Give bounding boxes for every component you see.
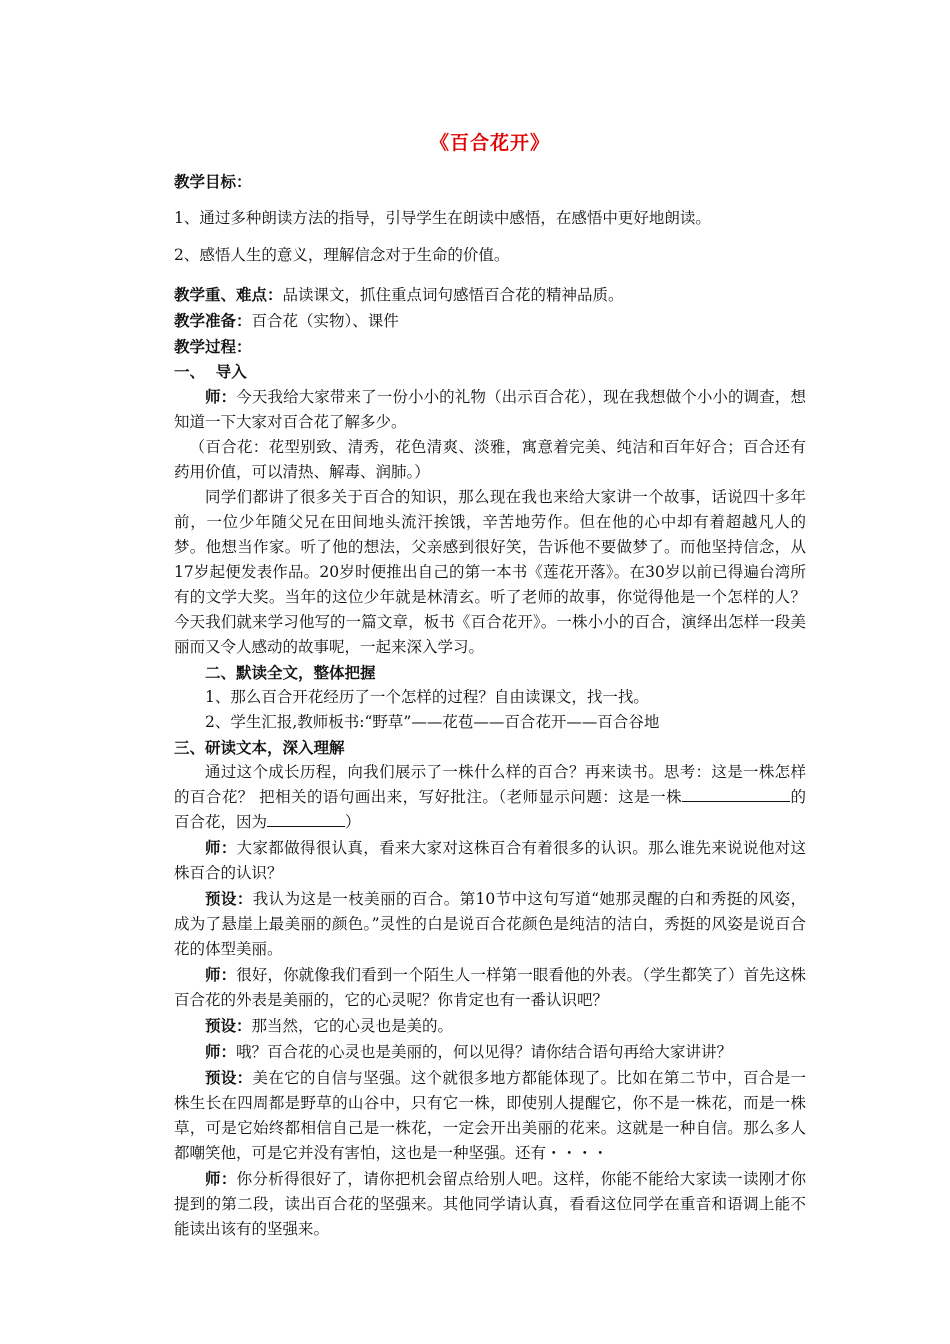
teacher-label: 师： [205,387,237,406]
intro-teacher-paragraph [174,384,806,435]
section-3-heading: 三、研读文本，深入理解 [174,738,345,757]
preset-label: 预设： [205,1068,253,1087]
teacher-label: 师： [205,1042,237,1061]
preset-label: 预设： [205,889,253,908]
dialogue-preset-3 [174,1065,806,1166]
dialogue-text: 那当然，它的心灵也是美的。 [251,1017,454,1035]
dialogue-teacher-1 [174,835,806,886]
section-1-heading: 一、 导入 [174,362,247,381]
dialogue-text: 我认为这是一枝美丽的百合。第10节中这句写道“她那灵醒的白和秀挺的风姿，成为了悬崖上最美丽的颜色。”灵性的白是说百合花颜色是纯洁的洁白，秀挺的风姿是说百合花的体型美丽。 [174,890,806,958]
objective-1: 1、通过多种朗读方法的指导，引导学生在朗读中感悟，在感悟中更好地朗读。 [174,209,711,227]
teacher-label: 师： [205,1169,237,1188]
intro-teacher-text: 今天我给大家带来了一份小小的礼物（出示百合花），现在我想做个小小的调查，想知道一下大家对百合花了解多少。 [174,388,806,431]
key-points-label: 教学重、难点： [174,285,283,304]
document-title: 《百合花开》 [429,132,550,154]
section-3-intro-paragraph [174,760,806,835]
dialogue-text: 美在它的自信与坚强。这个就很多地方都能体现了。比如在第二节中，百合是一株生长在四周都是野草的山谷中，只有它一株，即使别人提醒它，你不是一株花，而是一株草，可是它始终都相信自己是一株花，一定会开出美丽的花来。这就是一种自信。那么多人都嘲笑他，可是它并没有害怕，这也是一种坚强。还有・・・・ [174,1069,806,1162]
fill-blank-2 [267,810,345,827]
dialogue-text: 大家都做得很认真，看来大家对这株百合有着很多的认识。那么谁先来说说他对这株百合的认识？ [174,839,806,882]
objectives-heading: 教学目标： [174,172,252,191]
dialogue-preset-2 [174,1013,806,1039]
teacher-label: 师： [205,838,237,857]
teacher-label: 师： [205,965,237,984]
prep-text: 百合花（实物）、课件 [251,312,399,330]
preset-label: 预设： [205,1016,252,1035]
dialogue-teacher-4 [174,1166,806,1242]
document-page [174,120,806,1242]
key-points-text: 品读课文，抓住重点词句感悟百合花的精神品质。 [282,286,624,304]
section-3-intro-mid: 的百合花，因为 [174,788,806,831]
dialogue-text: 哦？百合花的心灵也是美丽的，何以见得？请你结合语句再给大家讲讲？ [236,1043,733,1061]
key-points-line [174,282,806,308]
dialogue-text: 很好，你就像我们看到一个陌生人一样第一眼看他的外表。（学生都笑了）首先这株百合花的外表是美丽的，它的心灵呢？你肯定也有一番认识吧？ [174,966,806,1009]
section-2-item-1: 1、那么百合开花经历了一个怎样的过程？自由读课文，找一找。 [205,688,649,706]
dialogue-text: 你分析得很好了，请你把机会留点给别人吧。这样，你能不能给大家读一读刚才你提到的第二段，读出百合花的坚强来。其他同学请认真，看看这位同学在重音和语调上能不能读出该有的坚强来。 [174,1170,806,1238]
dialogue-teacher-3 [174,1039,806,1065]
fill-blank-1 [682,785,790,802]
intro-story-paragraph: 同学们都讲了很多关于百合的知识，那么现在我也来给大家讲一个故事，话说四十多年前，一位少年随父兄在田间地头流汗挨饿，辛苦地劳作。但在他的心中却有着超越凡人的梦。他想当作家。听了他的想法，父亲感到很好笑，告诉他不要做梦了。而他坚持信念，从17岁起便发表作品。20岁时便推出自己的第一本书《莲花开落》。在30岁以前已得遍台湾所有的文学大奖。当年的这位少年就是林清玄。听了老师的故事，你觉得他是一个怎样的人？ 今天我们就来学习他写的一篇文章，板书《百合花开》。一株小小的百合，演绎出怎样一段美丽而又令人感动的故事呢，一起来深入学习。 [174,488,806,656]
section-3-intro-text: 通过这个成长历程，向我们展示了一株什么样的百合？再来读书。思考：这是一株怎样的百合花？ 把相关的语句画出来，写好批注。（老师显示问题：这是一株 [174,763,806,806]
dialogue-teacher-2 [174,962,806,1013]
section-2-heading: 二、默读全文，整体把握 [205,663,376,682]
objective-2: 2、感悟人生的意义，理解信念对于生命的价值。 [174,246,510,264]
section-2-item-2: 2、学生汇报,教师板书:“野草”——花苞——百合花开——百合谷地 [205,713,660,731]
intro-note-paragraph: （百合花：花型别致、清秀，花色清爽、淡雅，寓意着完美、纯洁和百年好合；百合还有药用价值，可以清热、解毒、润肺。） [174,438,806,481]
section-3-intro-end: ） [345,813,361,831]
process-heading: 教学过程： [174,337,252,356]
prep-label: 教学准备： [174,311,252,330]
prep-line [174,308,806,334]
dialogue-preset-1 [174,886,806,962]
